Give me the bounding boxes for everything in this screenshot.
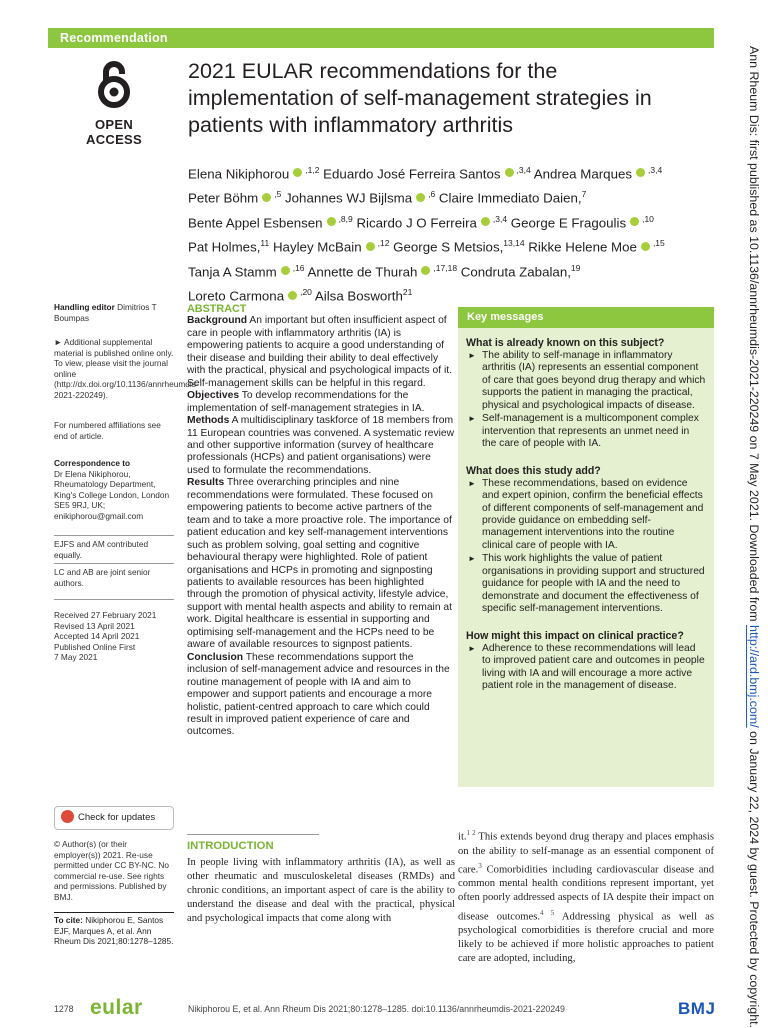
orcid-icon[interactable]: [416, 193, 425, 202]
key-messages-heading: Key messages: [458, 307, 714, 328]
orcid-icon[interactable]: [505, 168, 514, 177]
section-banner: [48, 28, 714, 48]
author-name: Annette de Thurah: [307, 264, 418, 280]
introduction-text-left: In people living with inflammatory arthritis (IA), as well as other rheumatic and musculoskeletal diseases (RMDs) and chronic conditions, an important aspect of care is the ability to understand the disease and deal with the practical, physical and psychological impacts that come along with: [187, 857, 455, 925]
author-name: Pat Holmes,: [188, 239, 261, 255]
orcid-icon[interactable]: [481, 217, 490, 226]
check-for-updates-button[interactable]: [54, 806, 174, 830]
notice-text: on January 22, 2024 by guest. Protected by copyright.: [747, 727, 761, 1028]
section-label: Recommendation: [60, 31, 168, 45]
abstract-text: These recommendations support the inclusion of self-management advice and resources in the routine management of people with IA and aim to empower and support patients and encourage a more holistic, patient-centred approach to care which could result in improved patient experience of care and outcomes.: [187, 651, 450, 738]
divider: [54, 599, 174, 600]
author-name: Eduardo José Ferreira Santos: [323, 166, 501, 182]
open-access-label: OPEN ACCESS: [86, 117, 142, 147]
article-dates: Received 27 February 2021 Revised 13 April 2021 Accepted 14 April 2021 Published Online First 7 May 2021: [54, 610, 157, 663]
body-text: Addressing physical as well as psychological comorbidities is therefore crucial and more likely to be achieved if more holistic approaches to patient care are adopted, including,: [458, 911, 715, 965]
author-name: Ricardo J O Ferreira: [356, 215, 477, 231]
author-affil: ,17,18: [433, 262, 458, 273]
abstract-label: Objectives: [187, 390, 240, 402]
orcid-icon[interactable]: [288, 291, 297, 300]
download-notice: [742, 46, 766, 1028]
handling-editor: [54, 302, 174, 323]
divider: [54, 535, 174, 536]
key-messages-box: [458, 307, 714, 787]
cite-box: [54, 912, 174, 947]
author-affil: 13,14: [503, 238, 525, 249]
orcid-icon[interactable]: [281, 266, 290, 275]
key-bullet: [458, 478, 714, 553]
page-number: 1278: [54, 1004, 74, 1014]
abstract-text: To develop recommendations for the implementation of self-management strategies in IA.: [187, 390, 425, 414]
abstract: [187, 303, 455, 739]
key-bullet: [458, 350, 714, 412]
abstract-text: A multidisciplinary taskforce of 18 members from 11 European countries was convened. A systematic review and other supportive information (survey of healthcare professionals (HCPs) and patient organisations) were used to formulate the recommendations.: [187, 415, 455, 476]
article-title: 2021 EULAR recommendations for the implementation of self-management strategies in patients with inflammatory arthritis: [188, 59, 652, 137]
author-name: Hayley McBain: [272, 239, 362, 255]
abstract-heading: ABSTRACT: [187, 303, 247, 315]
author-affil: ,8,9: [338, 213, 353, 224]
author-name: Peter Böhm: [188, 190, 259, 206]
body-text: it.: [458, 831, 467, 843]
journal-link[interactable]: http://ard.bmj.com/: [747, 625, 761, 728]
open-access-badge: [70, 60, 158, 147]
orcid-icon[interactable]: [366, 242, 375, 251]
body-text: This extends beyond drug therapy and places emphasis on the ability to self-manage as an essential component of care.: [458, 831, 714, 876]
author-affil: ,10: [642, 213, 654, 224]
supplemental-note: ► Additional supplemental material is published online only. To view, please visit the journal online (http://dx.doi.org/10.1136/annrheumdis-2021-220249).: [54, 337, 199, 400]
key-bullet: [458, 553, 714, 615]
author-affil: ,6: [428, 189, 436, 200]
correspondence-text: Dr Elena Nikiphorou, Rheumatology Department, King's College London, London SE5 9RJ, UK; enikiphorou@gmail.com: [54, 468, 170, 521]
key-bullet: [458, 413, 714, 450]
author-name: Rikke Helene Moe: [528, 239, 637, 255]
arrow-icon: ►: [468, 414, 476, 424]
abstract-label: Background: [187, 315, 248, 327]
correspondence: [54, 458, 174, 522]
arrow-icon: ►: [468, 554, 476, 564]
editor-name: Dimitrios T Boumpas: [54, 302, 157, 323]
check-updates-label: Check for updates: [78, 812, 156, 823]
orcid-icon[interactable]: [630, 217, 639, 226]
author-affil: ,20: [300, 287, 312, 298]
abstract-text: Three overarching principles and nine recommendations were formulated. These focused on empowering patients to become active partners of the team and to take a more proactive role. The importance of patient education and key self-management interventions such as problem solving, goal setting and cognitive behavioural therapy were highlighted. Role of patient organisations and HCPs in promoting and signposting patients to available resources has been highlighted through the promotion of physical activity, lifestyle advice, support with mental health aspects and ability to remain at work. Digital healthcare is essential in supporting and optimising self-management and the HCPs need to be aware of available resources to signpost patients.: [187, 477, 453, 651]
notice-text: Ann Rheum Dis: first published as 10.1136/annrheumdis-2021-220249 on 7 May 2021. Downloaded from: [747, 46, 761, 626]
affiliations-note: For numbered affiliations see end of article.: [54, 420, 161, 441]
orcid-icon[interactable]: [636, 168, 645, 177]
author-affil: ,12: [377, 238, 390, 249]
author-affil: ,5: [274, 189, 282, 200]
author-list: [188, 160, 708, 307]
key-bullet-text: This work highlights the value of patient organisations in providing support and structured guidance for people with IA and the need to demonstrate and document the effectiveness of specific self-management interventions.: [482, 553, 705, 615]
reference-link[interactable]: 4 5: [540, 908, 555, 917]
author-affil: ,1,2: [305, 165, 320, 175]
orcid-icon[interactable]: [262, 193, 271, 202]
author-name: Johannes WJ Bijlsma: [285, 190, 413, 206]
author-name: Claire Immediato Daien,: [438, 190, 582, 206]
author-affil: ,15: [652, 238, 665, 249]
cite-label: To cite:: [54, 915, 83, 925]
abstract-text: An important but often insufficient aspect of care in people with inflammatory arthritis (IA) is empowering patients to acquire a good understanding of their disease and building their ability to deal effectively with the practical, physical and psychological impacts of it. Self-management skills can be helpful in this regard.: [187, 315, 452, 389]
divider: [54, 563, 174, 564]
author-name: Bente Appel Esbensen: [188, 215, 323, 231]
divider: [187, 834, 319, 835]
author-name: George S Metsios,: [393, 239, 504, 255]
author-affil: 21: [402, 287, 413, 298]
introduction-text-right: [458, 826, 714, 966]
bmj-logo: BMJ: [678, 999, 716, 1018]
orcid-icon[interactable]: [327, 217, 336, 226]
arrow-icon: ►: [468, 351, 476, 360]
abstract-label: Results: [187, 477, 225, 489]
author-affil: 11: [260, 238, 270, 249]
key-bullet-text: Adherence to these recommendations will lead to improved patient care and outcomes in people living with IA and will encourage a more active patient role in the management of disease.: [482, 642, 705, 691]
check-updates-icon: [61, 810, 74, 823]
footer-citation: Nikiphorou E, et al. Ann Rheum Dis 2021;80:1278–1285. doi:10.1136/annrheumdis-2021-220249: [188, 1004, 565, 1014]
author-name: Condruta Zabalan,: [460, 264, 571, 280]
key-bullet-text: Self-management is a multicomponent complex intervention that represents an unmet need in the care of people with IA.: [482, 413, 699, 450]
correspondence-label: Correspondence to: [54, 458, 131, 468]
orcid-icon[interactable]: [293, 168, 302, 177]
author-affil: ,3,4: [492, 213, 508, 224]
introduction-heading: INTRODUCTION: [187, 840, 274, 852]
orcid-icon[interactable]: [421, 266, 430, 275]
author-affil: ,3,4: [516, 165, 531, 175]
editor-label: Handling editor: [54, 302, 115, 312]
author-affil: 19: [570, 262, 581, 273]
reference-link[interactable]: 1 2: [466, 829, 476, 837]
key-question: How might this impact on clinical practice?: [466, 629, 684, 642]
open-access-icon: [97, 60, 131, 110]
key-question: What is already known on this subject?: [466, 337, 665, 349]
author-name: George E Fragoulis: [510, 215, 627, 231]
author-name: Andrea Marques: [533, 166, 633, 182]
key-bullet: [458, 643, 714, 693]
license-note: © Author(s) (or their employer(s)) 2021. Re-use permitted under CC BY-NC. No commercial re-use. See rights and permissions. Published by BMJ.: [54, 839, 169, 902]
orcid-icon[interactable]: [641, 242, 650, 251]
author-affil: ,16: [292, 262, 305, 273]
eular-logo: eular: [90, 996, 143, 1019]
author-name: Loreto Carmona: [188, 288, 285, 304]
arrow-icon: ►: [468, 643, 476, 653]
contribution-note: EJFS and AM contributed equally.: [54, 539, 149, 560]
key-bullet-text: The ability to self-manage in inflammatory arthritis (IA) represents an essential component of care that goes beyond drug therapy and which supports the patient in managing the practical, physical and psychological impacts of disease.: [482, 350, 706, 411]
author-affil: ,3,4: [648, 165, 663, 175]
key-bullet-text: These recommendations, based on evidence and expert opinion, confirm the beneficial effects of different components of self-management and provide guidance on embedding self-management interventions into the routine clinical care of people with IA.: [482, 477, 704, 551]
author-name: Ailsa Bosworth: [314, 288, 403, 304]
abstract-label: Methods: [187, 415, 230, 427]
arrow-icon: ►: [468, 478, 476, 488]
author-name: Elena Nikiphorou: [188, 166, 290, 182]
author-name: Tanja A Stamm: [188, 264, 277, 280]
reference-link[interactable]: 3: [478, 861, 482, 870]
author-affil: 7: [581, 189, 587, 200]
body-text: Comorbidities including cardiovascular disease and common mental health conditions represent important, yet often poorly addressed aspects of IA despite their impact on disease outcomes.: [458, 864, 714, 923]
abstract-label: Conclusion: [187, 651, 244, 663]
key-question: What does this study add?: [466, 464, 601, 477]
contribution-note: LC and AB are joint senior authors.: [54, 567, 151, 588]
cite-text: Nikiphorou E, Santos EJF, Marques A, et al. Ann Rheum Dis 2021;80:1278–1285.: [54, 915, 174, 947]
